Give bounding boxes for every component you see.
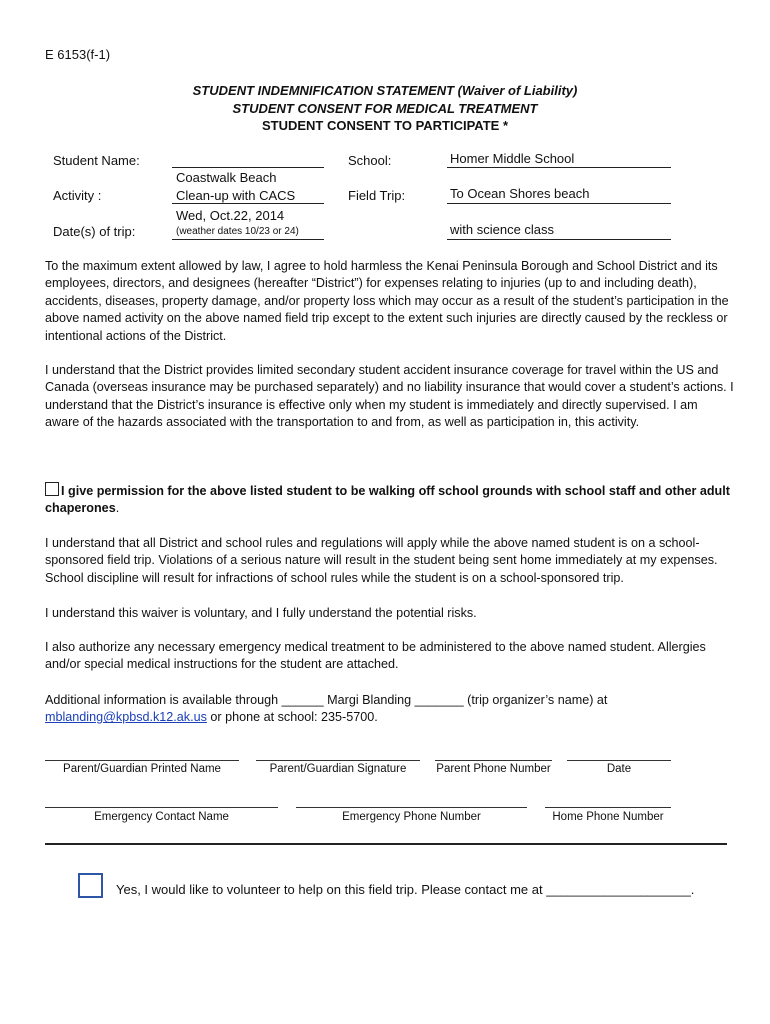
voluntary-paragraph: I understand this waiver is voluntary, and I fully understand the potential risks. <box>45 606 477 620</box>
guardian-signature-line[interactable] <box>256 760 420 761</box>
school-phone: or phone at school: 235-5700. <box>206 710 378 725</box>
date-label: Date <box>606 763 632 775</box>
emergency-phone-line[interactable] <box>296 807 527 808</box>
student-name-label: Student Name: <box>53 153 140 168</box>
home-phone-line[interactable] <box>545 807 671 808</box>
permission-statement <box>45 483 735 518</box>
organizer-email-link[interactable]: mblanding@kpbsd.k12.ak.us <box>45 710 207 725</box>
field-trip-field-2[interactable] <box>447 221 671 240</box>
date-line[interactable] <box>567 760 671 761</box>
insurance-paragraph: I understand that the District provides limited secondary student accident insurance coverage for travel within the US and Canada (overseas insurance may be purchased separately) and no liability insurance that would cover a student’s actions. I understand that the District’s insurance is effective only when my student is immediately and directly supervised. I am aware of the hazards associated with the transportation to and from, as well as participation in, this activity. <box>45 363 734 430</box>
school-value: Homer Middle School <box>450 151 575 166</box>
form-code: E 6153(f-1) <box>45 47 111 62</box>
activity-label: Activity : <box>53 188 102 203</box>
dates-field[interactable] <box>172 207 324 240</box>
guardian-printed-name-line[interactable] <box>45 760 239 761</box>
section-divider <box>45 843 727 845</box>
volunteer-text: Yes, I would like to volunteer to help on this field trip. Please contact me at ____________________. <box>116 882 695 897</box>
school-field[interactable] <box>447 150 671 168</box>
emergency-contact-name-line[interactable] <box>45 807 278 808</box>
emergency-contact-name-label: Emergency Contact Name <box>94 811 229 823</box>
home-phone-label: Home Phone Number <box>552 811 664 823</box>
permission-bold-text: I give permission for the above listed student to be walking off school grounds with school staff and other adult chaperones <box>45 484 730 516</box>
title-medical-consent: STUDENT CONSENT FOR MEDICAL TREATMENT <box>232 101 538 116</box>
school-label: School: <box>348 153 392 168</box>
dates-note: (weather dates 10/23 or 24) <box>176 225 299 237</box>
title-waiver: STUDENT INDEMNIFICATION STATEMENT (Waiver of Liability) <box>192 83 578 98</box>
activity-value-line1: Coastwalk Beach <box>176 170 277 185</box>
emergency-phone-label: Emergency Phone Number <box>342 811 481 823</box>
additional-info <box>45 692 735 727</box>
guardian-signature-label: Parent/Guardian Signature <box>269 763 407 775</box>
activity-field[interactable] <box>172 169 324 204</box>
hold-harmless-paragraph: To the maximum extent allowed by law, I agree to hold harmless the Kenai Peninsula Borough and School District and its employees, directors, and designees (hereafter “District”) for expenses relating to injuries (up to and including death), accidents, diseases, property damage, and/or property loss which may occur as a result of the student’s participation in the above named activity on the above named field trip except to the extent such injuries are directly caused by the reckless or intentional actions of the District. <box>45 259 729 343</box>
dates-label: Date(s) of trip: <box>53 224 136 239</box>
field-trip-label: Field Trip: <box>348 188 406 203</box>
volunteer-checkbox[interactable] <box>78 873 103 898</box>
guardian-printed-name-label: Parent/Guardian Printed Name <box>63 763 221 775</box>
rules-paragraph: I understand that all District and school rules and regulations will apply while the above named student is on a school-sponsored field trip. Violations of a serious nature will result in the student being sent home immediately at my expenses. School discipline will result for infractions of school rules while the student is on a school-sponsored trip. <box>45 536 718 585</box>
dates-value: Wed, Oct.22, 2014 <box>176 208 285 223</box>
field-trip-value: To Ocean Shores beach <box>450 186 590 201</box>
parent-phone-label: Parent Phone Number <box>436 763 551 775</box>
permission-end: . <box>115 501 120 516</box>
parent-phone-line[interactable] <box>435 760 552 761</box>
additional-info-line: Additional information is available through ______ Margi Blanding _______ (trip organizer’s name) at <box>45 693 608 707</box>
field-trip-field[interactable] <box>447 185 671 204</box>
student-name-field[interactable] <box>172 150 324 168</box>
field-trip-value-2: with science class <box>450 222 555 237</box>
activity-value-line2: Clean-up with CACS <box>176 187 296 203</box>
title-participate-consent: STUDENT CONSENT TO PARTICIPATE * <box>261 118 509 133</box>
medical-paragraph: I also authorize any necessary emergency medical treatment to be administered to the above named student. Allergies and/or special medical instructions for the student are attached. <box>45 640 706 672</box>
